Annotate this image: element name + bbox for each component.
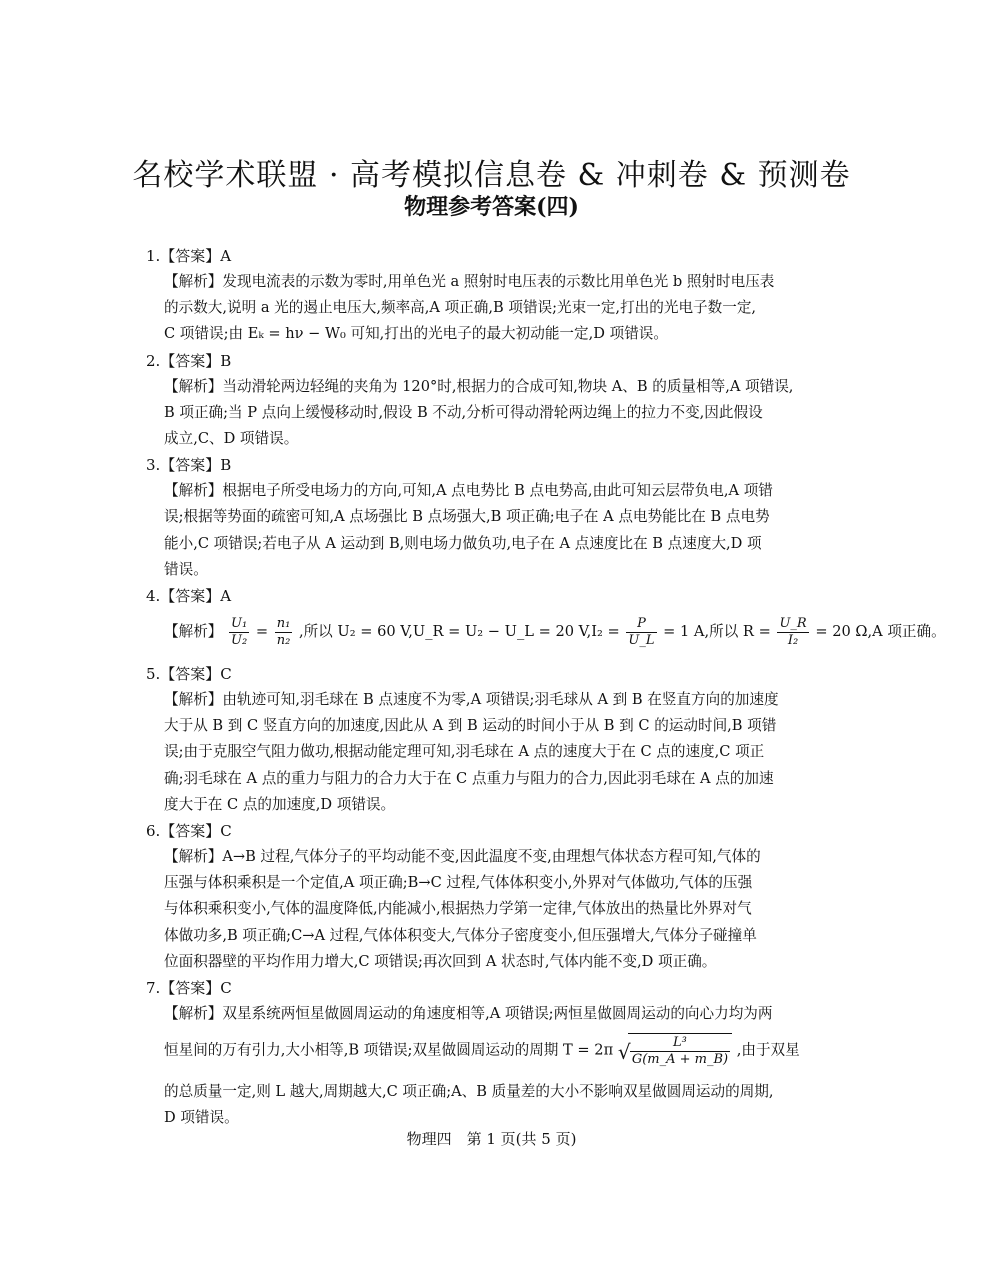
explanation-line: 【解析】双星系统两恒星做圆周运动的角速度相等,A 项错误;两恒星做圆周运动的向心力均为两 (164, 1005, 773, 1023)
explanation (164, 374, 836, 453)
question-1 (146, 243, 836, 348)
answer-label: 3.【答案】B (146, 456, 232, 475)
fraction-u1-u2 (229, 616, 249, 649)
explanation (164, 478, 836, 583)
explanation-line: D 项错误。 (164, 1109, 239, 1127)
answer-label: 7.【答案】C (146, 979, 232, 998)
formula-text: ,所以 U₂ = 60 V,U_R = U₂ − U_L = 20 V,I₂ = (298, 623, 620, 641)
page-title: 名校学术联盟 · 高考模拟信息卷 & 冲刺卷 & 预测卷 (132, 158, 851, 193)
explanation-line: 误;根据等势面的疏密可知,A 点场强比 B 点场强大,B 项正确;电子在 A 点电势能比在 B 点电势 (164, 508, 770, 526)
explanation (164, 1001, 836, 1132)
formula-line (164, 609, 946, 661)
explanation-line: 的示数大,说明 a 光的遏止电压大,频率高,A 项正确,B 项错误;光束一定,打出的光电子数一定, (164, 299, 757, 317)
explanation-line: 大于从 B 到 C 竖直方向的加速度,因此从 A 到 B 运动的时间小于从 B 到 C 的运动时间,B 项错 (164, 717, 777, 735)
explanation-line: 与体积乘积变小,气体的温度降低,内能减小,根据热力学第一定律,气体放出的热量比外界对气 (164, 900, 752, 918)
explanation-line: B 项正确;当 P 点向上缓慢移动时,假设 B 不动,分析可得动滑轮两边绳上的拉力不变,因此假设 (164, 403, 763, 421)
formula-text: = 1 A,所以 R = (663, 623, 771, 641)
page-subtitle: 物理参考答案(四) (404, 194, 579, 220)
explanation-line: C 项错误;由 Eₖ = hν − W₀ 可知,打出的光电子的最大初动能一定,D 项错误。 (164, 325, 668, 343)
radical-sign-icon: √ (617, 1040, 631, 1065)
fraction-denominator: n₂ (276, 632, 291, 648)
fraction-period (630, 1035, 730, 1068)
fraction-denominator: G(m_A + m_B) (631, 1051, 729, 1067)
explanation-line: 的总质量一定,则 L 越大,周期越大,C 项正确;A、B 质量差的大小不影响双星做圆周运动的周期, (164, 1083, 774, 1101)
formula-suffix: = 20 Ω,A 项正确。 (815, 623, 946, 641)
answer-label: 5.【答案】C (146, 665, 232, 684)
explanation (164, 687, 836, 818)
fraction-denominator: U₂ (231, 632, 248, 648)
answer-list (146, 243, 946, 1132)
fraction-numerator: P (626, 616, 656, 633)
equals-sign: = (255, 623, 269, 641)
question-6 (146, 818, 836, 975)
fraction-numerator: n₁ (276, 615, 291, 631)
explanation-line: 确;羽毛球在 A 点的重力与阻力的合力大于在 C 点重力与阻力的合力,因此羽毛球在 A 点的加速 (164, 769, 774, 787)
answer-label: 4.【答案】A (146, 587, 232, 606)
radicand (628, 1033, 732, 1068)
answer-label: 1.【答案】A (146, 247, 232, 265)
fraction-p-ul (626, 616, 656, 649)
square-root (618, 1033, 732, 1068)
answer-label: 6.【答案】C (146, 822, 232, 841)
explanation-line: 误;由于克服空气阻力做功,根据动能定理可知,羽毛球在 A 点的速度大于在 C 点的速度,C 项正 (164, 743, 765, 761)
page-footer: 物理四 第 1 页(共 5 页) (406, 1130, 577, 1148)
explanation-line: 位面积器壁的平均作用力增大,C 项错误;再次回到 A 状态时,气体内能不变,D 项正确。 (164, 952, 717, 970)
formula-prefix: 【解析】 (164, 623, 223, 641)
fraction-ur-i2 (777, 616, 808, 649)
fraction-denominator: I₂ (787, 632, 799, 648)
explanation-line: 【解析】根据电子所受电场力的方向,可知,A 点电势比 B 点电势高,由此可知云层带负电,A 项错 (164, 482, 773, 500)
explanation (164, 269, 836, 348)
answer-label: 2.【答案】B (146, 351, 232, 370)
fraction-denominator: U_L (628, 632, 655, 648)
question-3 (146, 452, 836, 583)
fraction-n1-n2 (275, 616, 293, 649)
explanation (164, 844, 836, 975)
explanation-line: 错误。 (164, 560, 208, 578)
formula-line (164, 1027, 836, 1079)
explanation-line: 【解析】A→B 过程,气体分子的平均动能不变,因此温度不变,由理想气体状态方程可知,气体的 (164, 848, 761, 866)
formula-prefix: 恒星间的万有引力,大小相等,B 项错误;双星做圆周运动的周期 T = 2π (164, 1041, 614, 1059)
question-2 (146, 348, 836, 453)
formula-suffix: ,由于双星 (736, 1041, 800, 1059)
explanation (164, 609, 946, 661)
question-5 (146, 661, 836, 818)
explanation-line: 压强与体积乘积是一个定值,A 项正确;B→C 过程,气体体积变小,外界对气体做功,气体的压强 (164, 874, 753, 892)
explanation-line: 度大于在 C 点的加速度,D 项错误。 (164, 795, 396, 813)
fraction-numerator: U₁ (231, 615, 248, 631)
explanation-line: 能小,C 项错误;若电子从 A 运动到 B,则电场力做负功,电子在 A 点速度比在 B 点速度大,D 项 (164, 534, 762, 552)
explanation-line: 【解析】由轨迹可知,羽毛球在 B 点速度不为零,A 项错误;羽毛球从 A 到 B 在竖直方向的加速度 (164, 691, 779, 709)
explanation-line: 【解析】当动滑轮两边轻绳的夹角为 120°时,根据力的合成可知,物块 A、B 的质量相等,A 项错误, (164, 377, 794, 395)
explanation-line: 成立,C、D 项错误。 (164, 430, 299, 448)
fraction-numerator: U_R (779, 615, 807, 631)
explanation-line: 【解析】发现电流表的示数为零时,用单色光 a 照射时电压表的示数比用单色光 b 照射时电压表 (164, 273, 775, 290)
question-7 (146, 975, 836, 1132)
question-4 (146, 583, 946, 661)
fraction-numerator: L³ (630, 1035, 730, 1052)
explanation-line: 体做功多,B 项正确;C→A 过程,气体体积变大,气体分子密度变小,但压强增大,气体分子碰撞单 (164, 926, 757, 944)
